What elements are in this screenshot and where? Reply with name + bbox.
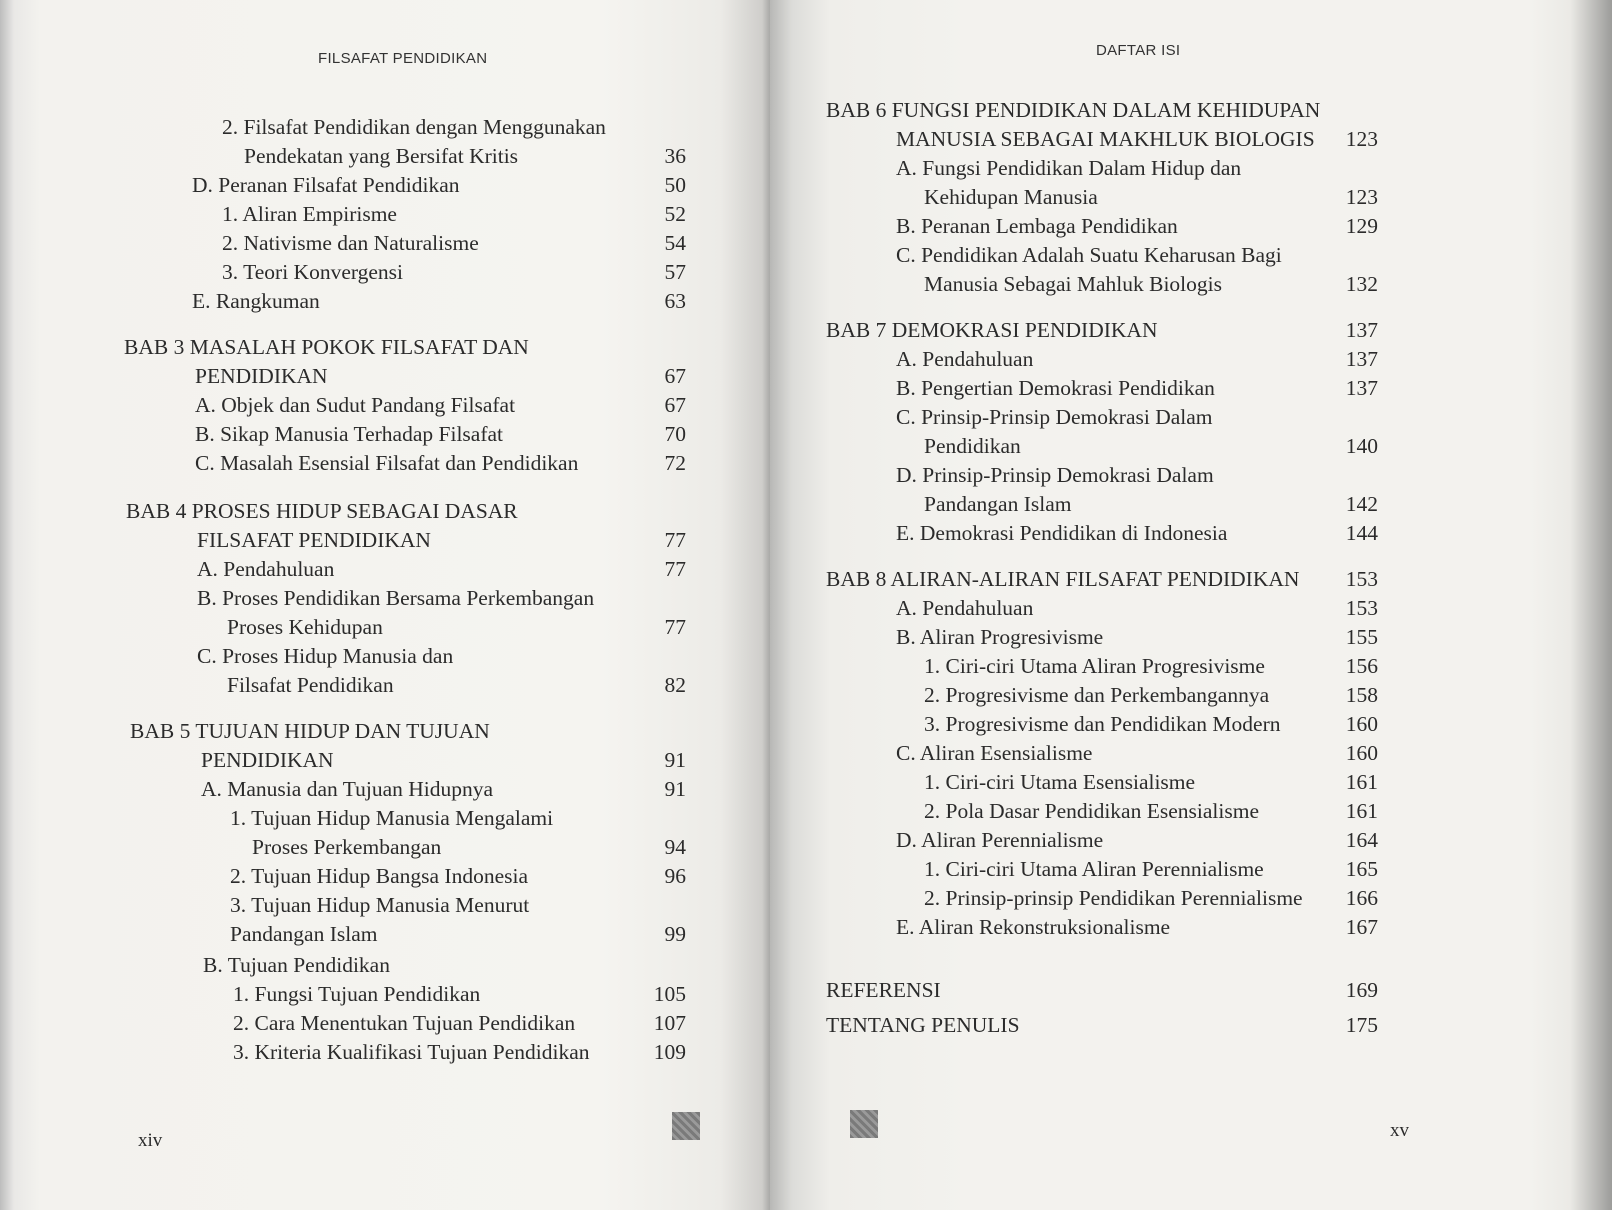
- toc-entry-title: Pendekatan yang Bersifat Kritis: [244, 144, 519, 168]
- toc-entry-title: Pendidikan: [924, 434, 1021, 458]
- toc-entry-page: 57: [664, 260, 686, 284]
- toc-entry-page: 137: [1345, 347, 1378, 371]
- toc-entry-title: BAB 5 TUJUAN HIDUP DAN TUJUAN: [130, 719, 490, 743]
- toc-entry-title: BAB 6 FUNGSI PENDIDIKAN DALAM KEHIDUPAN: [826, 98, 1321, 122]
- toc-entry-title: A. Pendahuluan: [896, 596, 1034, 620]
- toc-entry-page: 99: [664, 922, 686, 946]
- toc-entry-page: 123: [1345, 127, 1378, 151]
- toc-entry-page: 54: [664, 231, 686, 255]
- toc-entry-title: 2. Tujuan Hidup Bangsa Indonesia: [230, 864, 529, 888]
- toc-entry-title: MANUSIA SEBAGAI MAKHLUK BIOLOGIS: [896, 127, 1315, 151]
- toc-entry-title: D. Prinsip-Prinsip Demokrasi Dalam: [896, 463, 1214, 487]
- toc-entry-page: 155: [1345, 625, 1378, 649]
- toc-entry-title: A. Pendahuluan: [197, 557, 335, 581]
- toc-entry-page: 63: [664, 289, 686, 313]
- toc-list: [770, 0, 1612, 1210]
- toc-entry-title: Pandangan Islam: [924, 492, 1072, 516]
- toc-entry-title: C. Proses Hidup Manusia dan: [197, 644, 454, 668]
- toc-entry-page: 160: [1345, 712, 1378, 736]
- toc-entry-page: 158: [1345, 683, 1378, 707]
- toc-entry-title: BAB 3 MASALAH POKOK FILSAFAT DAN: [124, 335, 529, 359]
- toc-entry-title: 3. Teori Konvergensi: [222, 260, 404, 284]
- toc-entry-title: 1. Fungsi Tujuan Pendidikan: [233, 982, 481, 1006]
- toc-entry-title: PENDIDIKAN: [195, 364, 328, 388]
- toc-entry-page: 77: [664, 615, 686, 639]
- running-head: FILSAFAT PENDIDIKAN: [318, 50, 488, 67]
- toc-entry-title: C. Prinsip-Prinsip Demokrasi Dalam: [896, 405, 1213, 429]
- toc-entry-title: A. Fungsi Pendidikan Dalam Hidup dan: [896, 156, 1242, 180]
- toc-entry-title: A. Manusia dan Tujuan Hidupnya: [201, 777, 494, 801]
- toc-entry-page: 67: [664, 364, 686, 388]
- toc-entry-page: 167: [1345, 915, 1378, 939]
- toc-entry-title: E. Rangkuman: [192, 289, 320, 313]
- toc-entry-title: 1. Ciri-ciri Utama Esensialisme: [924, 770, 1196, 794]
- toc-entry-page: 160: [1345, 741, 1378, 765]
- toc-entry-title: B. Peranan Lembaga Pendidikan: [896, 214, 1178, 238]
- toc-entry-title: B. Sikap Manusia Terhadap Filsafat: [195, 422, 504, 446]
- toc-entry-page: 164: [1345, 828, 1378, 852]
- toc-entry-page: 169: [1345, 978, 1378, 1002]
- toc-entry-page: 153: [1345, 596, 1378, 620]
- toc-entry-title: Kehidupan Manusia: [924, 185, 1098, 209]
- toc-entry-title: 3. Progresivisme dan Pendidikan Modern: [924, 712, 1281, 736]
- toc-entry-title: B. Aliran Progresivisme: [896, 625, 1104, 649]
- toc-entry-page: 77: [664, 557, 686, 581]
- toc-entry-page: 70: [664, 422, 686, 446]
- toc-entry-page: 50: [664, 173, 686, 197]
- toc-entry-page: 132: [1345, 272, 1378, 296]
- toc-entry-page: 144: [1345, 521, 1378, 545]
- toc-entry-title: B. Pengertian Demokrasi Pendidikan: [896, 376, 1215, 400]
- toc-entry-title: C. Aliran Esensialisme: [896, 741, 1093, 765]
- toc-entry-title: Manusia Sebagai Mahluk Biologis: [924, 272, 1222, 296]
- toc-list: [0, 0, 770, 1210]
- toc-entry-title: BAB 8 ALIRAN-ALIRAN FILSAFAT PENDIDIKAN: [826, 567, 1300, 591]
- left-page: [0, 0, 770, 1210]
- toc-entry-page: 105: [653, 982, 686, 1006]
- toc-entry-page: 96: [664, 864, 686, 888]
- page-ornament: [850, 1110, 878, 1138]
- toc-entry-page: 153: [1345, 567, 1378, 591]
- toc-entry-title: A. Pendahuluan: [896, 347, 1034, 371]
- toc-entry-title: BAB 4 PROSES HIDUP SEBAGAI DASAR: [126, 499, 518, 523]
- toc-entry-page: 137: [1345, 318, 1378, 342]
- toc-entry-title: 2. Progresivisme dan Perkembangannya: [924, 683, 1270, 707]
- toc-entry-page: 36: [664, 144, 686, 168]
- toc-entry-title: Filsafat Pendidikan: [227, 673, 394, 697]
- toc-entry-page: 77: [664, 528, 686, 552]
- toc-entry-title: PENDIDIKAN: [201, 748, 334, 772]
- toc-entry-title: B. Proses Pendidikan Bersama Perkembangan: [197, 586, 595, 610]
- toc-entry-title: 2. Nativisme dan Naturalisme: [222, 231, 479, 255]
- toc-entry-title: D. Peranan Filsafat Pendidikan: [192, 173, 460, 197]
- toc-entry-title: B. Tujuan Pendidikan: [203, 953, 390, 977]
- toc-entry-title: A. Objek dan Sudut Pandang Filsafat: [195, 393, 516, 417]
- toc-entry-title: 1. Ciri-ciri Utama Aliran Perennialisme: [924, 857, 1264, 881]
- toc-entry-title: E. Demokrasi Pendidikan di Indonesia: [896, 521, 1228, 545]
- toc-entry-title: C. Masalah Esensial Filsafat dan Pendidikan: [195, 451, 579, 475]
- toc-entry-page: 166: [1345, 886, 1378, 910]
- toc-entry-title: TENTANG PENULIS: [826, 1013, 1020, 1037]
- page-number: xv: [1390, 1120, 1409, 1141]
- page-number: xiv: [138, 1130, 163, 1151]
- toc-entry-title: 1. Tujuan Hidup Manusia Mengalami: [230, 806, 554, 830]
- toc-entry-page: 109: [653, 1040, 686, 1064]
- toc-entry-page: 82: [664, 673, 686, 697]
- toc-entry-title: D. Aliran Perennialisme: [896, 828, 1104, 852]
- toc-entry-title: 3. Kriteria Kualifikasi Tujuan Pendidikan: [233, 1040, 590, 1064]
- toc-entry-page: 142: [1345, 492, 1378, 516]
- toc-entry-title: 2. Filsafat Pendidikan dengan Menggunakan: [222, 115, 606, 139]
- toc-entry-title: 1. Ciri-ciri Utama Aliran Progresivisme: [924, 654, 1265, 678]
- toc-entry-page: 137: [1345, 376, 1378, 400]
- toc-entry-title: Proses Kehidupan: [227, 615, 383, 639]
- right-page: [770, 0, 1612, 1210]
- toc-entry-page: 91: [664, 777, 686, 801]
- toc-entry-title: E. Aliran Rekonstruksionalisme: [896, 915, 1171, 939]
- toc-entry-title: 1. Aliran Empirisme: [222, 202, 397, 226]
- toc-entry-title: C. Pendidikan Adalah Suatu Keharusan Bagi: [896, 243, 1282, 267]
- page-ornament: [672, 1112, 700, 1140]
- toc-entry-page: 156: [1345, 654, 1378, 678]
- toc-entry-page: 94: [664, 835, 686, 859]
- toc-entry-title: REFERENSI: [826, 978, 941, 1002]
- toc-entry-title: 2. Pola Dasar Pendidikan Esensialisme: [924, 799, 1259, 823]
- toc-entry-page: 52: [664, 202, 686, 226]
- toc-entry-page: 123: [1345, 185, 1378, 209]
- toc-entry-title: BAB 7 DEMOKRASI PENDIDIKAN: [826, 318, 1158, 342]
- toc-entry-page: 175: [1345, 1013, 1378, 1037]
- toc-entry-title: 2. Cara Menentukan Tujuan Pendidikan: [233, 1011, 576, 1035]
- toc-entry-page: 140: [1345, 434, 1378, 458]
- toc-entry-title: Proses Perkembangan: [252, 835, 442, 859]
- toc-entry-page: 165: [1345, 857, 1378, 881]
- toc-entry-title: FILSAFAT PENDIDIKAN: [197, 528, 431, 552]
- toc-entry-page: 161: [1345, 799, 1378, 823]
- toc-entry-page: 161: [1345, 770, 1378, 794]
- toc-entry-title: Pandangan Islam: [230, 922, 378, 946]
- toc-entry-page: 72: [664, 451, 686, 475]
- toc-entry-page: 91: [664, 748, 686, 772]
- running-head: DAFTAR ISI: [1096, 42, 1181, 59]
- toc-entry-page: 67: [664, 393, 686, 417]
- toc-entry-title: 3. Tujuan Hidup Manusia Menurut: [230, 893, 530, 917]
- toc-entry-page: 129: [1345, 214, 1378, 238]
- toc-entry-page: 107: [653, 1011, 686, 1035]
- toc-entry-title: 2. Prinsip-prinsip Pendidikan Perennialisme: [924, 886, 1303, 910]
